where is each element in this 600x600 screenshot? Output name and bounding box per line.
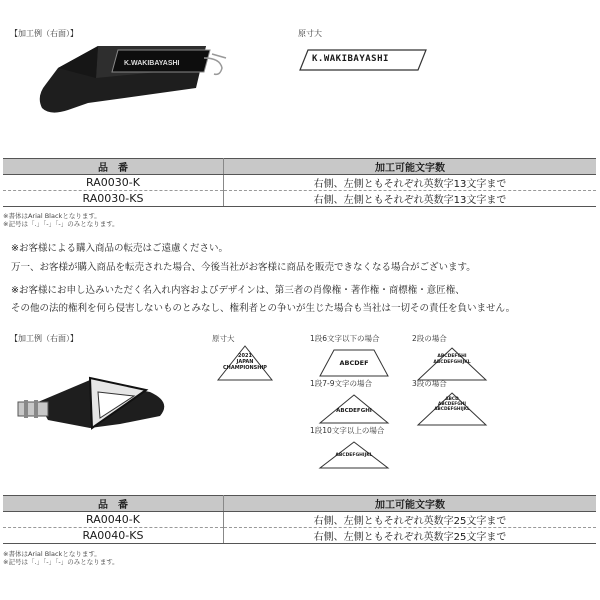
case-3rows — [412, 378, 502, 427]
table-row — [3, 191, 596, 207]
notice-rights: ※お客様にお申し込みいただく名入れ内容およびデザインは、第三者の肖像権・著作権・商標権・意匠権、 — [11, 285, 465, 296]
case-label: 1段6文字以下の場合 — [310, 334, 380, 343]
whistle-product-image-2 — [0, 350, 180, 450]
col-header-product-number: 品 番 — [3, 159, 224, 175]
case-sample-line: ABCD — [445, 397, 459, 402]
sample-line-3: CHAMPIONSHIP — [223, 365, 267, 371]
case-sample-line: ABCDEFGHIJKL — [433, 359, 471, 365]
product-number-cell: RA0040-KS — [3, 528, 224, 544]
product-number-cell: RA0030-K — [3, 175, 224, 191]
case-sample-line: ABCDEFGHI — [336, 408, 372, 414]
char-limit-cell: 右側、左側ともそれぞれ英数字25文字まで — [224, 512, 597, 528]
case-sample-line: ABCDEF — [339, 359, 369, 367]
case-label: 1段10文字以上の場合 — [310, 426, 385, 435]
table-row — [3, 175, 596, 191]
symbol-note-1: ※記号は「.」「-」「-」のみとなります。 — [3, 220, 119, 228]
spec-table-1 — [3, 158, 596, 207]
notice-rights-detail: その他の法的権利を何ら侵害しないものとみなし、権利者との争いが生じた場合も当社は一切その責任を負いません。 — [11, 303, 516, 314]
col-header-product-number: 品 番 — [3, 496, 224, 512]
font-note-2: ※書体はArial Blackとなります。 — [3, 550, 101, 558]
case-sample-line: ABCDEFGHIJKL — [335, 453, 373, 458]
case-label: 2段の場合 — [412, 334, 447, 343]
symbol-note-2: ※記号は「.」「-」「-」のみとなります。 — [3, 558, 119, 566]
engraving-text: K.WAKIBAYASHI — [312, 54, 389, 64]
col-header-char-limit: 加工可能文字数 — [224, 159, 597, 175]
sample-line-1: 2021 — [238, 353, 252, 359]
font-note-1: ※書体はArial Blackとなります。 — [3, 212, 101, 220]
case-sample-line: ABCDEFGHI — [437, 354, 467, 359]
case-label: 1段7-9文字の場合 — [310, 379, 373, 388]
case-1row-10plus — [310, 425, 400, 470]
spec-table-2 — [3, 495, 596, 544]
case-sample-line: ABCDEFGHI — [438, 402, 466, 407]
svg-text:K.WAKIBAYASHI: K.WAKIBAYASHI — [124, 60, 180, 67]
case-1row-6chars — [310, 333, 400, 378]
char-limit-cell: 右側、左側ともそれぞれ英数字13文字まで — [224, 191, 597, 207]
col-header-char-limit: 加工可能文字数 — [224, 496, 597, 512]
actual-size-label-1: 原寸大 — [298, 29, 322, 38]
char-limit-cell: 右側、左側ともそれぞれ英数字13文字まで — [224, 175, 597, 191]
engraving-plate-actual-size — [298, 48, 430, 76]
case-label: 3段の場合 — [412, 379, 447, 388]
actual-size-sample — [212, 333, 282, 384]
table-row — [3, 528, 596, 544]
table-row — [3, 512, 596, 528]
whistle-product-image-1 — [0, 38, 250, 118]
sample-line-2: JAPAN — [236, 359, 254, 365]
actual-size-label-2: 原寸大 — [212, 334, 235, 343]
product-number-cell: RA0040-K — [3, 512, 224, 528]
table-header-row — [3, 159, 596, 175]
notice-resale: ※お客様による購入商品の転売はご遠慮ください。 — [11, 243, 228, 254]
table-header-row — [3, 496, 596, 512]
char-limit-cell: 右側、左側ともそれぞれ英数字25文字まで — [224, 528, 597, 544]
notice-resale-detail: 万一、お客様が購入商品を転売された場合、今後当社がお客様に商品を販売できなくなる場合がございます。 — [11, 262, 476, 273]
case-2rows — [412, 333, 502, 382]
product-number-cell: RA0030-KS — [3, 191, 224, 207]
example-label-2: 【加工例（右面）】 — [10, 334, 78, 343]
case-sample-line: ABCDEFGHIJKL — [434, 407, 470, 412]
example-label-1: 【加工例（右面）】 — [10, 29, 78, 38]
case-1row-7-9chars — [310, 378, 400, 425]
